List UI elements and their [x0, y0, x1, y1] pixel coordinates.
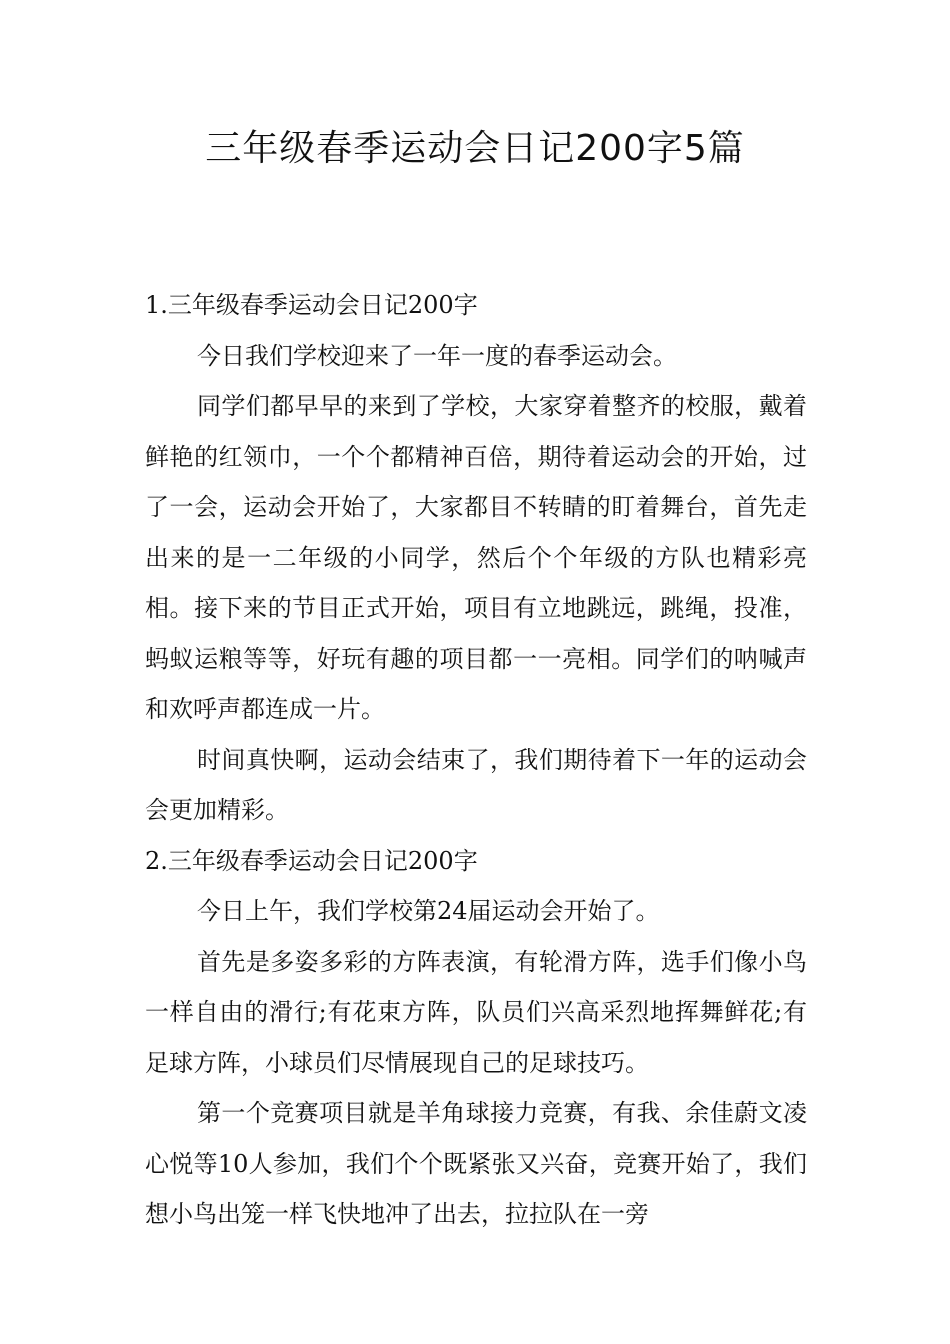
- paragraph: 时间真快啊，运动会结束了，我们期待着下一年的运动会会更加精彩。: [145, 745, 807, 824]
- paragraph: 首先是多姿多彩的方阵表演，有轮滑方阵，选手们像小鸟一样自由的滑行;有花束方阵，队员们兴高采烈地挥舞鲜花;有足球方阵，小球员们尽情展现自己的足球技巧。: [145, 947, 807, 1077]
- paragraph: 今日上午，我们学校第24届运动会开始了。: [197, 897, 660, 925]
- paragraph: 第一个竞赛项目就是羊角球接力竞赛，有我、余佳蔚文凌心悦等10人参加，我们个个既紧张又兴奋，竞赛开始了，我们想小鸟出笼一样飞快地冲了出去，拉拉队在一旁: [145, 1099, 807, 1228]
- section-heading: 1.三年级春季运动会日记200字: [145, 291, 478, 319]
- paragraph: 同学们都早早的来到了学校，大家穿着整齐的校服，戴着鲜艳的红领巾，一个个都精神百倍，期待着运动会的开始，过了一会，运动会开始了，大家都目不转睛的盯着舞台，首先走出来的是一二年级的小同学，然后个个年级的方队也精彩亮相。接下来的节目正式开始，项目有立地跳远，跳绳，投准，蚂蚁运粮等等，好玩有趣的项目都一一亮相。同学们的呐喊声和欢呼声都连成一片。: [145, 392, 807, 723]
- document-title: 三年级春季运动会日记200字5篇: [205, 128, 745, 169]
- paragraph: 今日我们学校迎来了一年一度的春季运动会。: [197, 341, 677, 370]
- section-heading: 2.三年级春季运动会日记200字: [145, 846, 478, 875]
- section-1: [145, 280, 807, 836]
- section-2: [145, 836, 807, 1240]
- document-body: [145, 280, 807, 1240]
